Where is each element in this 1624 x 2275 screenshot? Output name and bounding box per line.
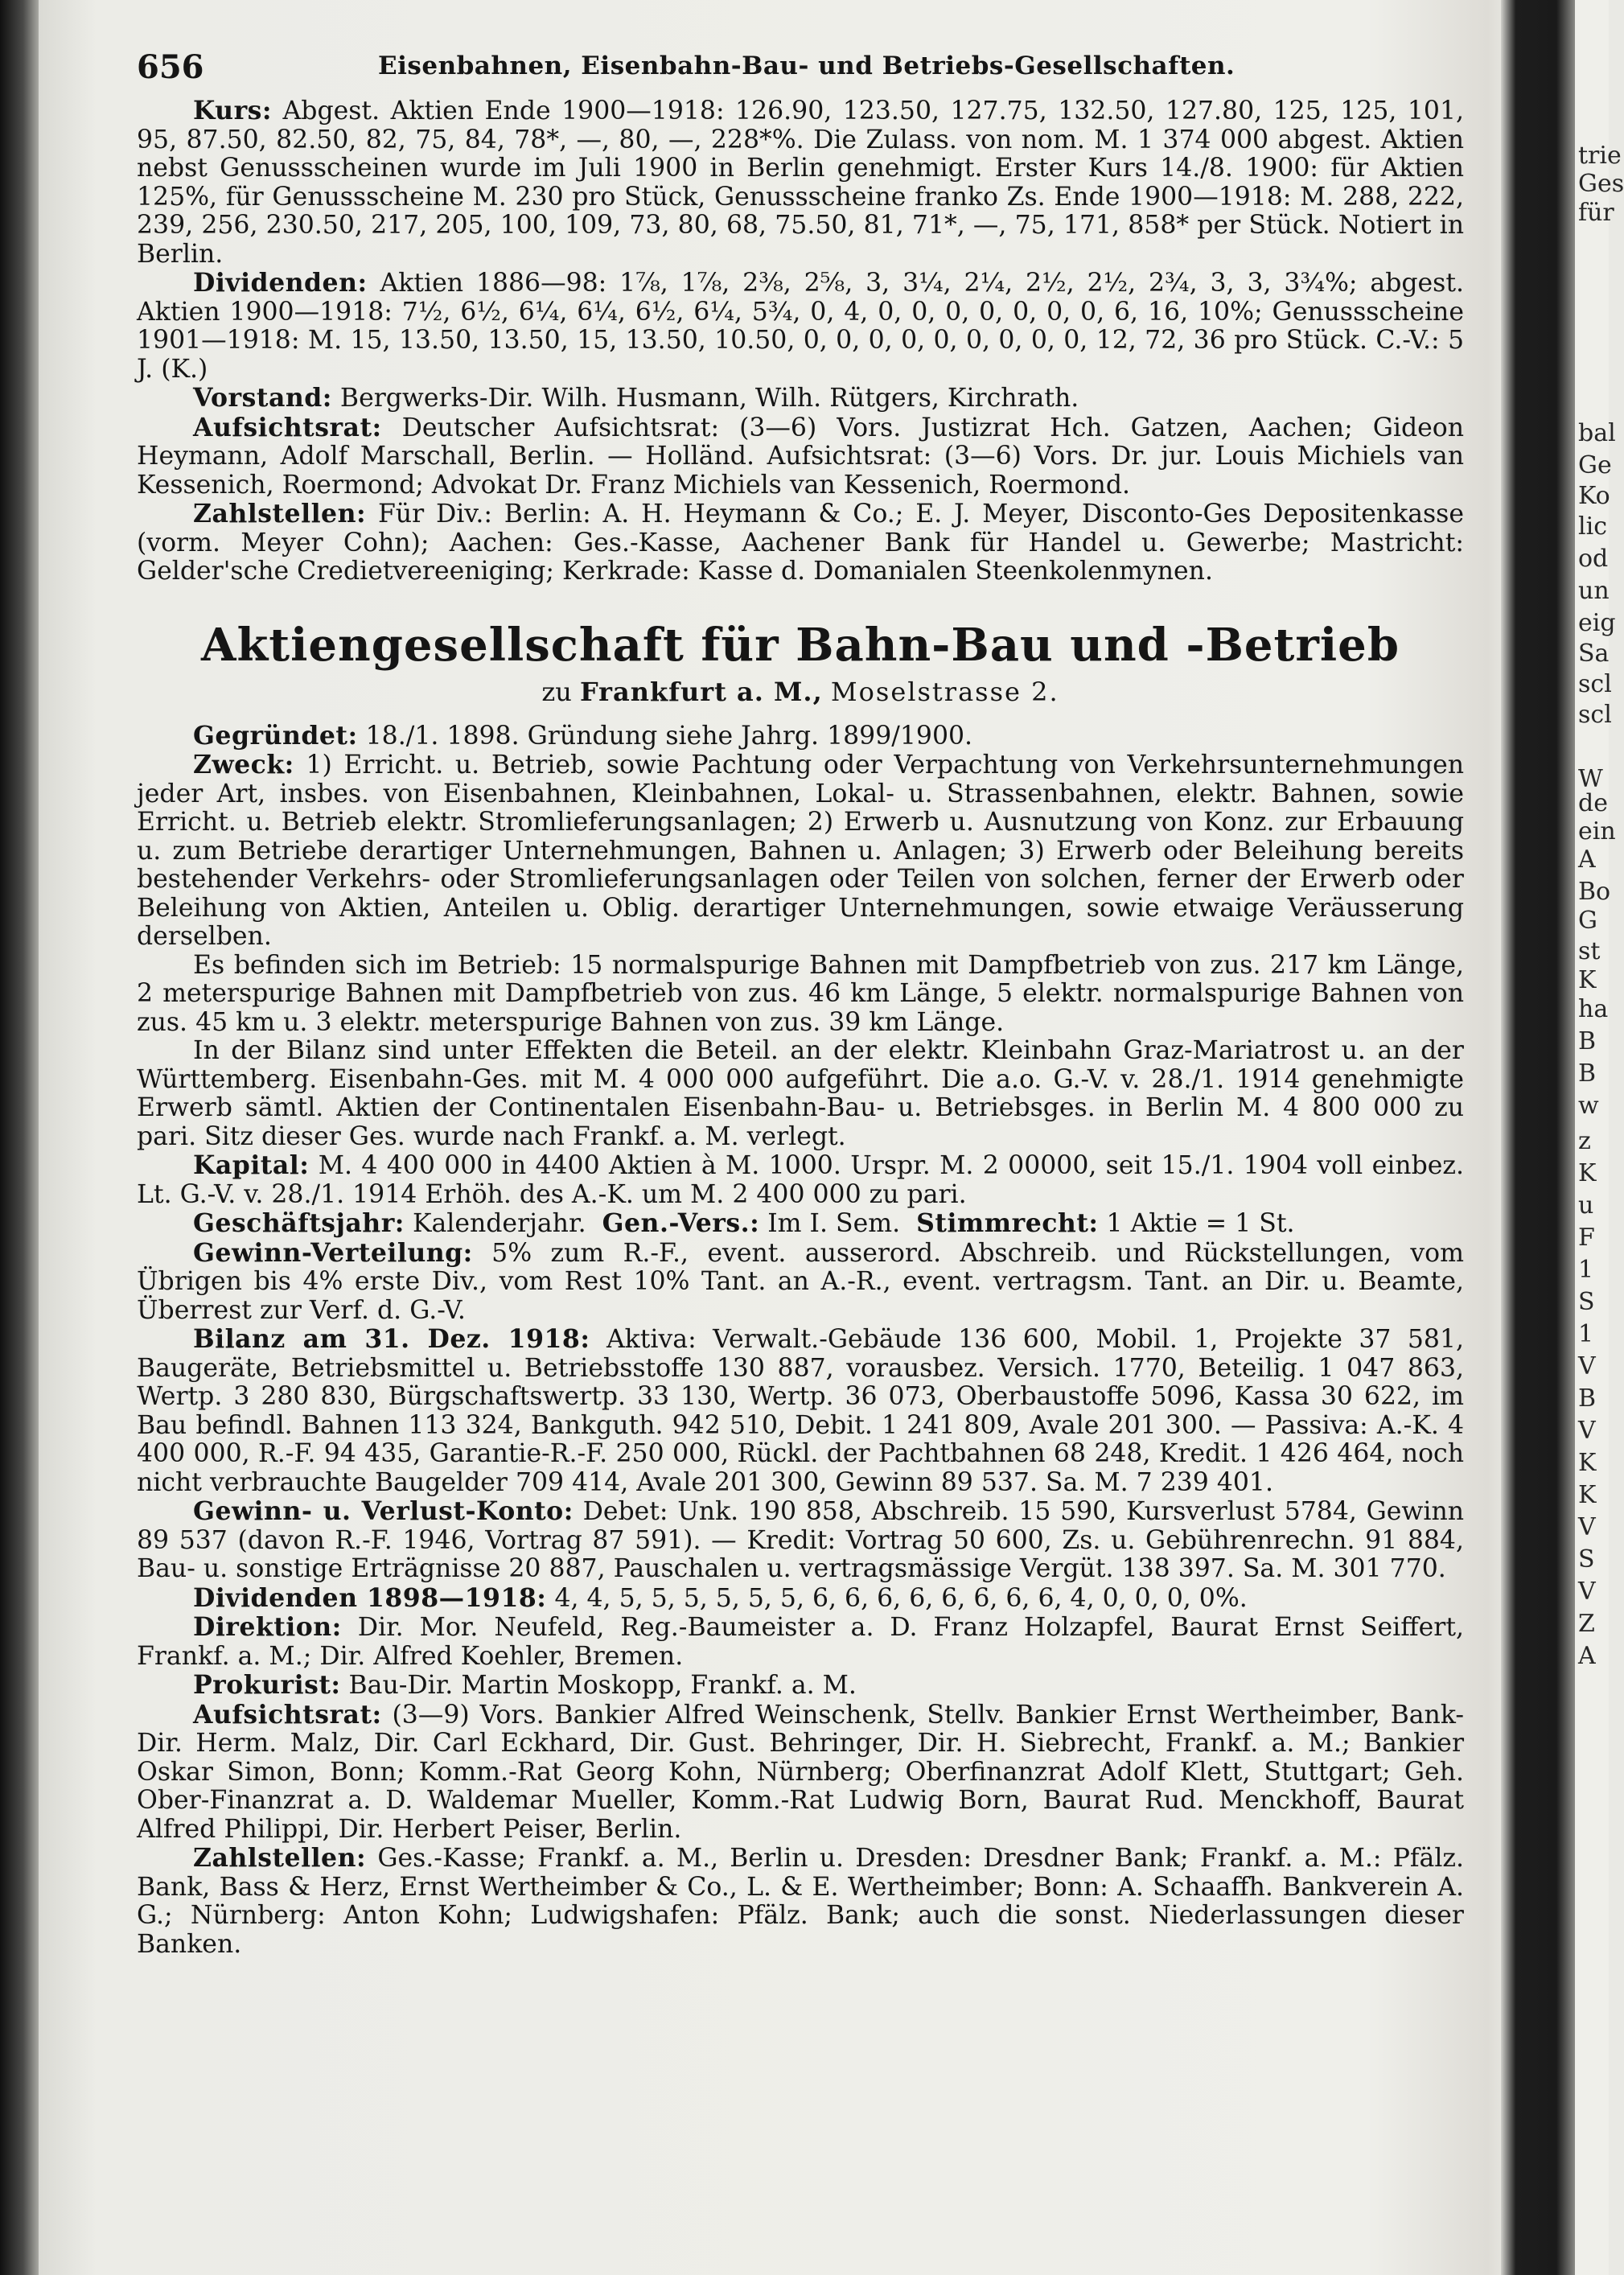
vorstand-paragraph (137, 384, 1464, 413)
running-head: Eisenbahnen, Eisenbahn-Bau- und Betriebs-Gesellschaften. (378, 51, 1235, 80)
zahlstellen-entry-label: Zahlstellen: (193, 1843, 367, 1873)
geschaeftsjahr-label: Geschäftsjahr: (193, 1208, 405, 1238)
facing-page-fragment: V (1578, 1578, 1596, 1606)
aufsichtsrat-entry-paragraph (137, 1701, 1464, 1845)
facing-page-edge (1575, 0, 1624, 2275)
page-number: 656 (137, 48, 204, 86)
gewinn-verteilung-paragraph (137, 1239, 1464, 1326)
aufsichtsrat-entry-label: Aufsichtsrat: (193, 1699, 382, 1730)
direktion-label: Direktion: (193, 1612, 342, 1642)
dividenden-label: Dividenden: (193, 268, 368, 298)
facing-page-fragment: un (1578, 577, 1610, 605)
dividenden-entry-paragraph (137, 1584, 1464, 1614)
facing-page-fragment: V (1578, 1352, 1596, 1380)
betrieb-paragraph: Es befinden sich im Betrieb: 15 normalspurige Bahnen mit Dampfbetrieb von zus. 217 km Länge, 2 meterspurige Bahnen mit Dampfbetrieb von zus. 46 km Länge, 5 elektr. normalspurige Bahnen von zus. 45 km u. 3 elektr. meterspurige Bahnen von zus. 39 km Länge. (137, 950, 1464, 1037)
vorstand-text: Bergwerks-Dir. Wilh. Husmann, Wilh. Rütgers, Kirchrath. (339, 384, 1079, 413)
kurs-paragraph (137, 97, 1464, 269)
facing-page-fragment: scl (1578, 701, 1612, 729)
book-gutter (1501, 0, 1575, 2275)
genvers-label: Gen.-Vers.: (602, 1208, 760, 1238)
prokurist-label: Prokurist: (193, 1670, 341, 1700)
kapital-paragraph (137, 1151, 1464, 1209)
facing-page-fragment: od (1578, 545, 1609, 573)
kapital-text: M. 4 400 000 in 4400 Aktien à M. 1000. Urspr. M. 2 00000, seit 15./1. 1904 voll einbez. Lt. G.-V. v. 28./1. 1914 Erhöh. des A.-K. um M. 2 400 000 zu pari. (137, 1151, 1465, 1209)
facing-page-fragment: de (1578, 789, 1608, 817)
dividenden-entry-label: Dividenden 1898—1918: (193, 1582, 547, 1613)
bilanz-note-paragraph: In der Bilanz sind unter Effekten die Beteil. an der elektr. Kleinbahn Graz-Mariatrost u. an der Württemberg. Eisenbahn-Ges. mit M. 4 000 000 aufgeführt. Die a.o. G.-V. v. 28./1. 1914 genehmigte Erwerb sämtl. Aktien der Continentalen Eisenbahn-Bau- u. Betriebsges. in Berlin M. 4 800 000 zu pari. Sitz dieser Ges. wurde nach Frankf. a. M. verlegt. (137, 1036, 1464, 1151)
facing-page-fragment: trie (1578, 142, 1622, 170)
vorstand-label: Vorstand: (193, 383, 332, 413)
facing-page-fragment: u (1578, 1191, 1594, 1220)
facing-page-fragment: für (1578, 199, 1614, 227)
facing-page-fragment: Bo (1578, 878, 1611, 906)
kurs-label: Kurs: (193, 96, 273, 125)
gegruendet-paragraph (137, 722, 1464, 751)
facing-page-fragment: B (1578, 1027, 1597, 1055)
aufsichtsrat-entry-text: (3—9) Vors. Bankier Alfred Weinschenk, Stellv. Bankier Ernst Wertheimber, Bank-Dir. Herm. Malz, Dir. Carl Eckhard, Dir. Gust. Behringer, Dir. H. Siebrecht, Frankf. a. M.; Bankier Oskar Simon, Bonn; Komm.-Rat Georg Kohn, Nürnberg; Oberfinanzrat Adolf Klett, Stuttgart; Geh. Ober-Finanzrat a. D. Waldemar Mueller, Komm.-Rat Ludwig Born, Baurat Rud. Menckhoff, Baurat Alfred Philippi, Dir. Herbert Peiser, Berlin. (137, 1700, 1464, 1844)
zweck-text: 1) Erricht. u. Betrieb, sowie Pachtung oder Verpachtung von Verkehrsunternehmungen jeder Art, insbes. von Eisenbahnen, Kleinbahnen, Lokal- u. Strassenbahnen, elektr. Bahnen, sowie Erricht. u. Betrieb elektr. Stromlieferungsanlagen; 2) Erwerb u. Ausnutzung von Konz. zur Erbauung u. zum Betriebe derartiger Unternehmungen, Bahnen u. Anlagen; 3) Erwerb oder Beleihung bereits bestehender Verkehrs- oder Stromlieferungsanlagen oder Teilen von solchen, ferner der Erwerb oder Beleihung von Aktien, Anteilen u. Oblig. derartiger Unternehmungen, sowie etwaige Veräusserung derselben. (137, 751, 1465, 951)
geschaeftsjahr-text: Kalenderjahr. (412, 1209, 586, 1238)
facing-page-fragment: F (1578, 1224, 1595, 1252)
gewinn-verlust-paragraph (137, 1497, 1464, 1584)
kurs-text: Abgest. Aktien Ende 1900—1918: 126.90, 123.50, 127.75, 132.50, 127.80, 125, 125, 101, 95, 87.50, 82.50, 82, 75, 84, 78*, —, 80, —, 228*%. Die Zulass. von nom. M. 1 374 000 abgest. Aktien nebst Genussscheinen wurde im Juli 1900 in Berlin genehmigt. Erster Kurs 14./8. 1900: für Aktien 125%, für Genussscheine M. 230 pro Stück, Genussscheine franko Zs. Ende 1900—1918: M. 288, 222, 239, 256, 230.50, 217, 205, 100, 109, 73, 80, 68, 75.50, 81, 71*, —, 75, 171, 858* per Stück. Notiert in Berlin. (137, 97, 1464, 269)
facing-page-fragment: K (1578, 1449, 1597, 1477)
facing-page-fragment: W (1578, 765, 1603, 793)
geschaeftsjahr-paragraph (137, 1209, 1464, 1239)
prokurist-text: Bau-Dir. Martin Moskopp, Frankf. a. M. (348, 1671, 857, 1700)
facing-page-fragment: S (1578, 1545, 1595, 1574)
previous-entry-continuation (137, 97, 1464, 586)
direktion-text: Dir. Mor. Neufeld, Reg.-Baumeister a. D. Franz Holzapfel, Baurat Ernst Seiffert, Frankf. a. M.; Dir. Alfred Koehler, Bremen. (137, 1613, 1465, 1671)
facing-page-fragment: V (1578, 1417, 1596, 1445)
prokurist-paragraph (137, 1671, 1464, 1701)
company-title: Aktiengesellschaft für Bahn-Bau und -Betrieb (201, 618, 1400, 672)
aufsichtsrat-label: Aufsichtsrat: (193, 412, 382, 442)
facing-page-fragment: st (1578, 937, 1601, 965)
zahlstellen-entry-paragraph (137, 1844, 1464, 1959)
gegruendet-label: Gegründet: (193, 720, 358, 751)
zahlstellen-text: Für Div.: Berlin: A. H. Heymann & Co.; E. J. Meyer, Disconto-Ges Depositenkasse (vorm. Meyer Cohn); Aachen: Ges.-Kasse, Aachener Bank für Handel u. Gewerbe; Mastricht: Gelder'sche Credietvereeniging; Kerkrade: Kasse d. Domanialen Steenkolenmynen. (137, 500, 1464, 586)
aufsichtsrat-paragraph (137, 413, 1464, 500)
gewinn-verteilung-text: 5% zum R.-F., event. ausserord. Abschreib. und Rückstellungen, vom Übrigen bis 4% erste Div., vom Rest 10% Tant. an A.-R., event. vertragsm. Tant. an Dir. u. Beamte, Überrest zur Verf. d. G.-V. (137, 1238, 1464, 1325)
facing-page-fragment: K (1578, 1159, 1597, 1187)
page-header (137, 48, 1464, 97)
gewinn-verteilung-label: Gewinn-Verteilung: (193, 1237, 473, 1268)
facing-page-fragment: ein (1578, 817, 1616, 845)
facing-page-fragment: Ge (1578, 451, 1612, 479)
facing-page-fragment: A (1578, 1642, 1596, 1670)
stimmrecht-label: Stimmrecht: (916, 1208, 1099, 1238)
facing-page-fragment: z (1578, 1127, 1591, 1155)
company-street: Moselstrasse 2. (830, 676, 1059, 707)
facing-page-fragment: lic (1578, 512, 1607, 541)
bilanz-label: Bilanz am 31. Dez. 1918: (193, 1324, 590, 1354)
facing-page-fragment: G (1578, 907, 1597, 935)
facing-page-fragment: A (1578, 845, 1596, 874)
facing-page-fragment: 1 (1578, 1320, 1594, 1348)
facing-page-fragment: Sa (1578, 640, 1610, 668)
facing-page-fragment: ha (1578, 995, 1609, 1023)
facing-page-fragment: S (1578, 1288, 1595, 1316)
stimmrecht-text: 1 Aktie = 1 St. (1106, 1209, 1295, 1238)
facing-page-fragment: K (1578, 966, 1597, 994)
facing-page-fragment: bal (1578, 419, 1616, 447)
bilanz-paragraph (137, 1325, 1464, 1497)
dividenden-paragraph (137, 269, 1464, 384)
facing-page-fragment: Ko (1578, 482, 1610, 510)
page-left-shadow (0, 0, 39, 2275)
facing-page-fragment: w (1578, 1092, 1599, 1120)
gewinn-verlust-text: Debet: Unk. 190 858, Abschreib. 15 590, Kursverlust 5784, Gewinn 89 537 (davon R.-F. 1946, Vortrag 87 591). — Kredit: Vortrag 50 600, Zs. u. Gebührenrechn. 91 884, Bau- u. sonstige Erträgnisse 20 887, Pauschalen u. vertragsmässige Vergüt. 138 397. Sa. M. 301 770. (137, 1497, 1465, 1583)
dividenden-text: Aktien 1886—98: 1⅞, 1⅞, 2⅜, 2⅝, 3, 3¼, 2¼, 2½, 2½, 2¾, 3, 3, 3¾%; abgest. Aktien 1900—1918: 7½, 6½, 6¼, 6¼, 6½, 6¼, 5¾, 0, 4, 0, 0, 0, 0, 0, 0, 0, 6, 16, 10%; Genussscheine 1901—1918: M. 15, 13.50, 13.50, 15, 13.50, 10.50, 0, 0, 0, 0, 0, 0, 0, 0, 0, 12, 72, 36 pro Stück. C.-V.: 5 J. (K.) (137, 269, 1465, 384)
facing-page-fragment: V (1578, 1513, 1596, 1541)
zahlstellen-paragraph (137, 500, 1464, 586)
facing-page-fragment: scl (1578, 670, 1612, 698)
genvers-text: Im I. Sem. (767, 1209, 901, 1238)
document-page (137, 48, 1464, 1959)
gewinn-verlust-label: Gewinn- u. Verlust-Konto: (193, 1496, 574, 1526)
facing-page-fragment: Z (1578, 1610, 1595, 1638)
company-address (137, 677, 1464, 707)
facing-page-fragment: K (1578, 1481, 1597, 1509)
bilanz-text: Aktiva: Verwalt.-Gebäude 136 600, Mobil. 1, Projekte 37 581, Baugeräte, Betriebsmittel u. Betriebsstoffe 130 887, vorausbez. Versich. 1770, Beteilig. 1 047 863, Wertp. 3 280 830, Bürgschaftswertp. 33 130, Wertp. 36 073, Oberbaustoffe 5096, Kassa 30 622, im Bau befindl. Bahnen 113 324, Bankguth. 942 510, Debit. 1 241 809, Avale 201 300. — Passiva: A.-K. 4 400 000, R.-F. 94 435, Garantie-R.-F. 250 000, Rückl. der Pachtbahnen 68 248, Kredit. 1 426 464, noch nicht verbrauchte Baugelder 709 414, Avale 201 300, Gewinn 89 537. Sa. M. 7 239 401. (137, 1325, 1464, 1497)
zweck-label: Zweck: (193, 750, 294, 780)
zahlstellen-label: Zahlstellen: (193, 499, 367, 529)
facing-page-fragment: 1 (1578, 1256, 1594, 1284)
direktion-paragraph (137, 1613, 1464, 1671)
gegruendet-text: 18./1. 1898. Gründung siehe Jahrg. 1899/1900. (365, 721, 973, 751)
section-gap (137, 586, 1464, 619)
subtitle-prefix: zu (541, 676, 572, 707)
facing-page-fragment: B (1578, 1059, 1597, 1088)
aufsichtsrat-text: Deutscher Aufsichtsrat: (3—6) Vors. Justizrat Hch. Gatzen, Aachen; Gideon Heymann, Adolf Marschall, Berlin. — Holländ. Aufsichtsrat: (3—6) Vors. Dr. jur. Louis Michiels van Kessenich, Roermond; Advokat Dr. Franz Michiels van Kessenich, Roermond. (137, 413, 1464, 500)
facing-page-fragment: Ges (1578, 170, 1624, 198)
zahlstellen-entry-text: Ges.-Kasse; Frankf. a. M., Berlin u. Dresden: Dresdner Bank; Frankf. a. M.: Pfälz. Bank, Bass & Herz, Ernst Wertheimber & Co., L. & E. Wertheimber; Bonn: A. Schaaffh. Bankverein A. G.; Nürnberg: Anton Kohn; Ludwigshafen: Pfälz. Bank; auch die sonst. Niederlassungen dieser Banken. (137, 1844, 1465, 1959)
company-city: Frankfurt a. M., (579, 676, 823, 707)
dividenden-entry-text: 4, 4, 5, 5, 5, 5, 5, 5, 6, 6, 6, 6, 6, 6, 6, 6, 4, 0, 0, 0, 0%. (554, 1583, 1248, 1613)
company-entry (137, 619, 1464, 1960)
zweck-paragraph (137, 751, 1464, 952)
kapital-label: Kapital: (193, 1150, 310, 1180)
facing-page-fragment: eig (1578, 609, 1616, 637)
facing-page-fragment: B (1578, 1384, 1597, 1413)
